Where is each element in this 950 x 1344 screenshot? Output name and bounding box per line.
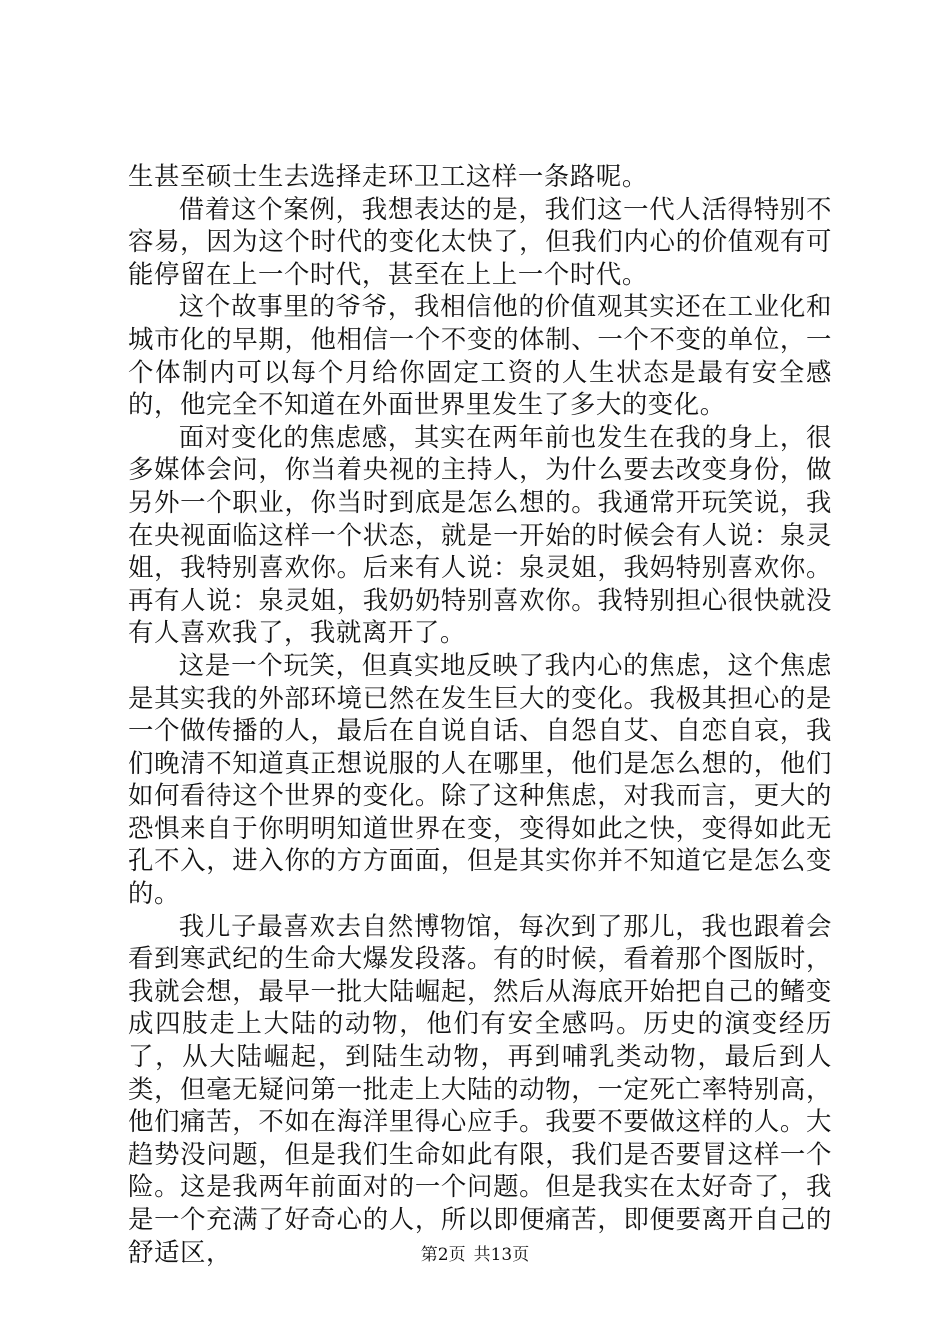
paragraph-6: 我儿子最喜欢去自然博物馆，每次到了那儿，我也跟着会看到寒武纪的生命大爆发段落。有的时候，看着那个图版时，我就会想，最早一批大陆崛起，然后从海底开始把自己的鳍变成四肢走上大陆的动物，他们有安全感吗。历史的演变经历了，从大陆崛起，到陆生动物，再到哺乳类动物，最后到人类，但毫无疑问第一批走上大陆的动物，一定死亡率特别高，他们痛苦，不如在海洋里得心应手。我要不要做这样的人。大趋势没问题，但是我们生命如此有限，我们是否要冒这样一个险。这是我两年前面对的一个问题。但是我实在太好奇了，我是一个充满了好奇心的人，所以即便痛苦，即便要离开自己的舒适区， (128, 910, 832, 1267)
document-body (128, 160, 832, 1268)
paragraph-4: 面对变化的焦虑感，其实在两年前也发生在我的身上，很多媒体会问，你当着央视的主持人，为什么要去改变身份，做另外一个职业，你当时到底是怎么想的。我通常开玩笑说，我在央视面临这样一个状态，就是一开始的时候会有人说：泉灵姐，我特别喜欢你。后来有人说：泉灵姐，我妈特别喜欢你。再有人说：泉灵姐，我奶奶特别喜欢你。我特别担心很快就没有人喜欢我了，我就离开了。 (128, 421, 832, 648)
paragraph-5: 这是一个玩笑，但真实地反映了我内心的焦虑，这个焦虑是其实我的外部环境已然在发生巨大的变化。我极其担心的是一个做传播的人，最后在自说自话、自怨自艾、自恋自哀，我们晚清不知道真正想说服的人在哪里，他们是怎么想的，他们如何看待这个世界的变化。除了这种焦虑，对我而言，更大的恐惧来自于你明明知道世界在变，变得如此之快，变得如此无孔不入，进入你的方方面面，但是其实你并不知道它是怎么变的。 (128, 649, 832, 909)
page-number: 第2页 (420, 1245, 466, 1265)
paragraph-2: 借着这个案例，我想表达的是，我们这一代人活得特别不容易，因为这个时代的变化太快了，但我们内心的价值观有可能停留在上一个时代，甚至在上上一个时代。 (128, 193, 832, 289)
paragraph-3: 这个故事里的爷爷，我相信他的价值观其实还在工业化和城市化的早期，他相信一个不变的体制、一个不变的单位，一个体制内可以每个月给你固定工资的人生状态是最有安全感的，他完全不知道在外面世界里发生了多大的变化。 (128, 291, 832, 420)
paragraph-1: 生甚至硕士生去选择走环卫工这样一条路呢。 (128, 161, 648, 191)
page-total: 共13页 (473, 1245, 530, 1265)
page-footer (0, 1243, 950, 1267)
